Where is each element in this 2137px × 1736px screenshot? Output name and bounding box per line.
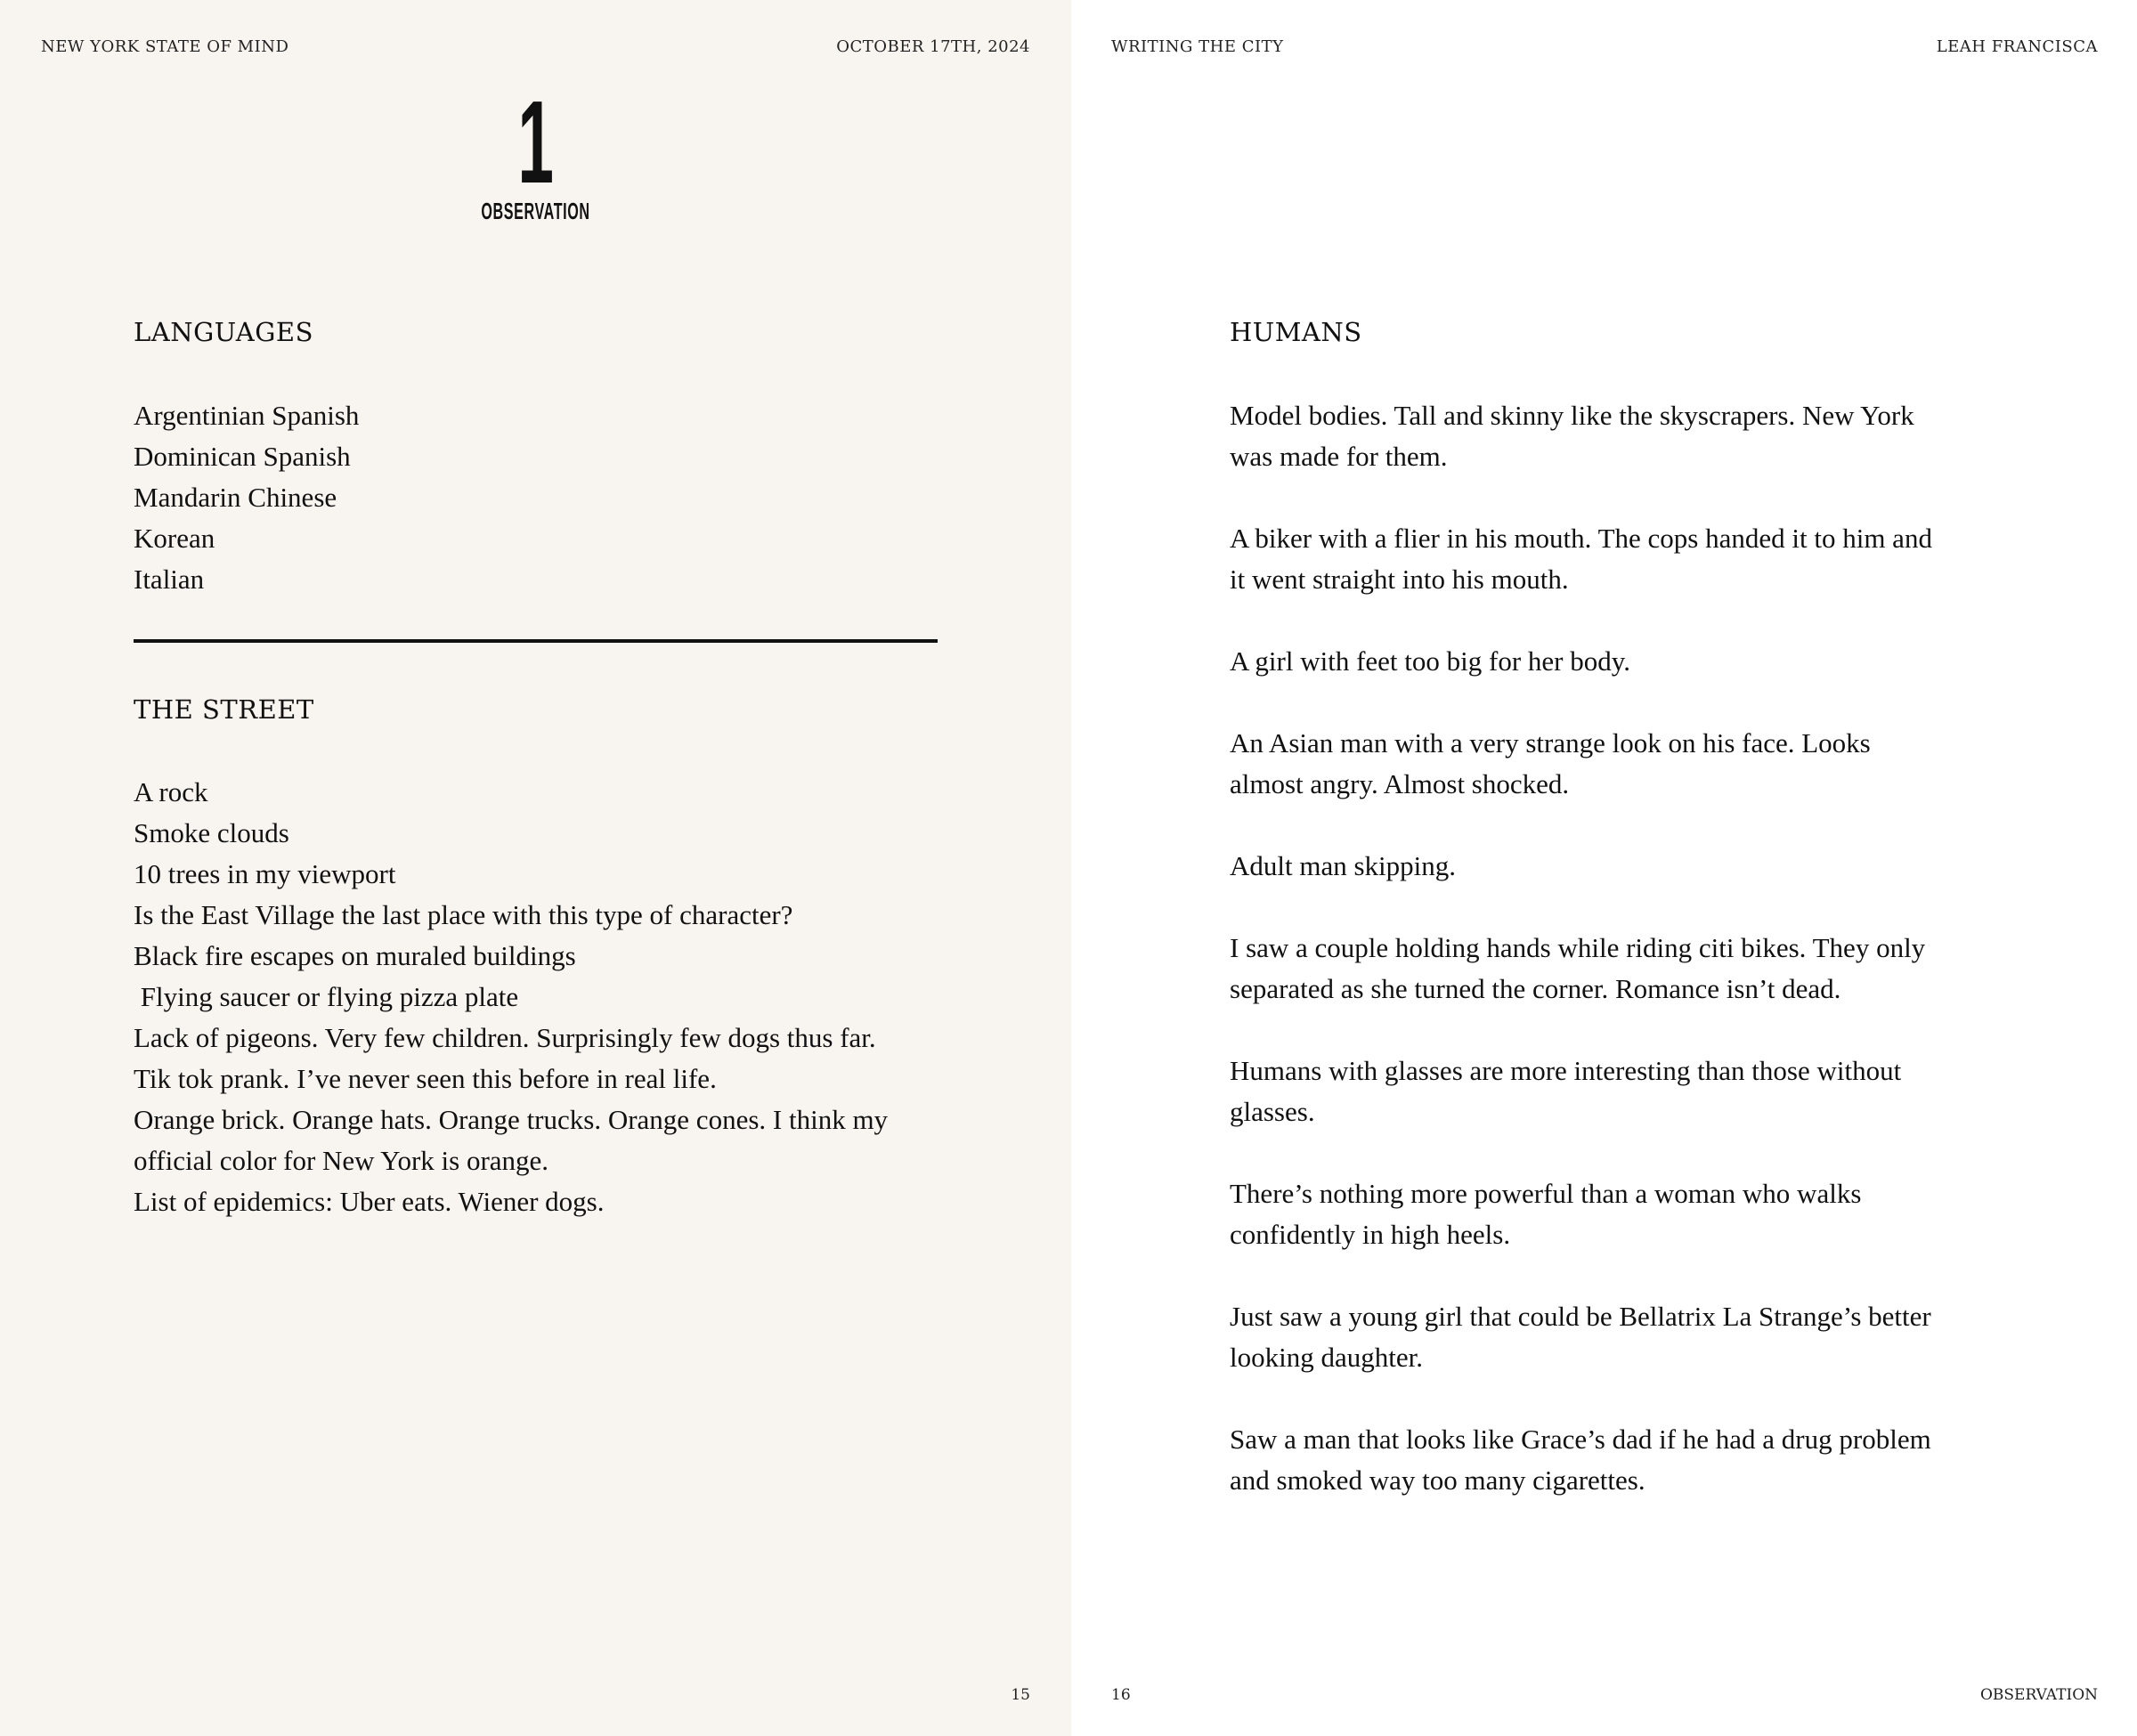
list-item: Orange brick. Orange hats. Orange trucks. Orange cones. I think my xyxy=(134,1104,889,1135)
paragraph: Humans with glasses are more interesting than those without glasses. xyxy=(1230,1055,1902,1127)
list-item: Korean xyxy=(134,523,215,554)
list-item: 10 trees in my viewport xyxy=(134,858,396,889)
list-item: Lack of pigeons. Very few children. Surprisingly few dogs thus far. xyxy=(134,1022,876,1053)
paragraph: A girl with feet too big for her body. xyxy=(1230,645,1630,677)
list-item: Smoke clouds xyxy=(134,817,289,848)
page-number-left: 15 xyxy=(1011,1686,1030,1704)
list-item: List of epidemics: Uber eats. Wiener dogs. xyxy=(134,1186,605,1217)
paragraph: There’s nothing more powerful than a woman who walks confidently in high heels. xyxy=(1230,1178,1862,1250)
list-item: Dominican Spanish xyxy=(134,441,351,472)
paragraph: I saw a couple holding hands while riding citi bikes. They only separated as she turned the corner. Romance isn’t dead. xyxy=(1230,932,1926,1004)
street-list xyxy=(134,772,888,1222)
paragraph: Model bodies. Tall and skinny like the skyscrapers. New York was made for them. xyxy=(1230,400,1914,472)
list-item: Flying saucer or flying pizza plate xyxy=(134,981,519,1012)
paragraph: An Asian man with a very strange look on his face. Looks almost angry. Almost shocked. xyxy=(1230,727,1871,799)
list-item: Black fire escapes on muraled buildings xyxy=(134,940,576,971)
paragraph: Just saw a young girl that could be Bellatrix La Strange’s better looking daughter. xyxy=(1230,1301,1931,1373)
paragraph: Adult man skipping. xyxy=(1230,850,1457,881)
languages-list xyxy=(134,395,359,600)
list-item: official color for New York is orange. xyxy=(134,1145,549,1176)
street-heading: THE STREET xyxy=(134,694,314,725)
paragraph: Saw a man that looks like Grace’s dad if he had a drug problem and smoked way too many cigarettes. xyxy=(1230,1424,1931,1496)
languages-heading: LANGUAGES xyxy=(134,317,313,347)
list-item: Argentinian Spanish xyxy=(134,400,360,431)
list-item: Italian xyxy=(134,564,205,595)
list-item: A rock xyxy=(134,776,208,807)
chapter-heading xyxy=(0,77,1071,225)
right-page xyxy=(1071,0,2137,1736)
section-divider xyxy=(134,639,938,643)
chapter-title: OBSERVATION xyxy=(481,198,590,224)
running-head-left: NEW YORK STATE OF MIND xyxy=(41,37,289,56)
paragraph: A biker with a flier in his mouth. The cops handed it to him and it went straight into his mouth. xyxy=(1230,523,1932,595)
footer-section-label: OBSERVATION xyxy=(1979,1686,2098,1704)
humans-heading: HUMANS xyxy=(1230,317,1362,347)
page-number-right: 16 xyxy=(1111,1686,1131,1704)
list-item: Is the East Village the last place with this type of character? xyxy=(134,899,793,930)
humans-observations xyxy=(1230,395,1942,1542)
chapter-number: 1 xyxy=(517,77,554,207)
running-head-date: OCTOBER 17TH, 2024 xyxy=(836,37,1030,56)
running-head-left: WRITING THE CITY xyxy=(1111,37,1284,56)
list-item: Mandarin Chinese xyxy=(134,482,337,513)
list-item: Tik tok prank. I’ve never seen this before in real life. xyxy=(134,1063,717,1094)
running-head-author: LEAH FRANCISCA xyxy=(1936,37,2098,56)
